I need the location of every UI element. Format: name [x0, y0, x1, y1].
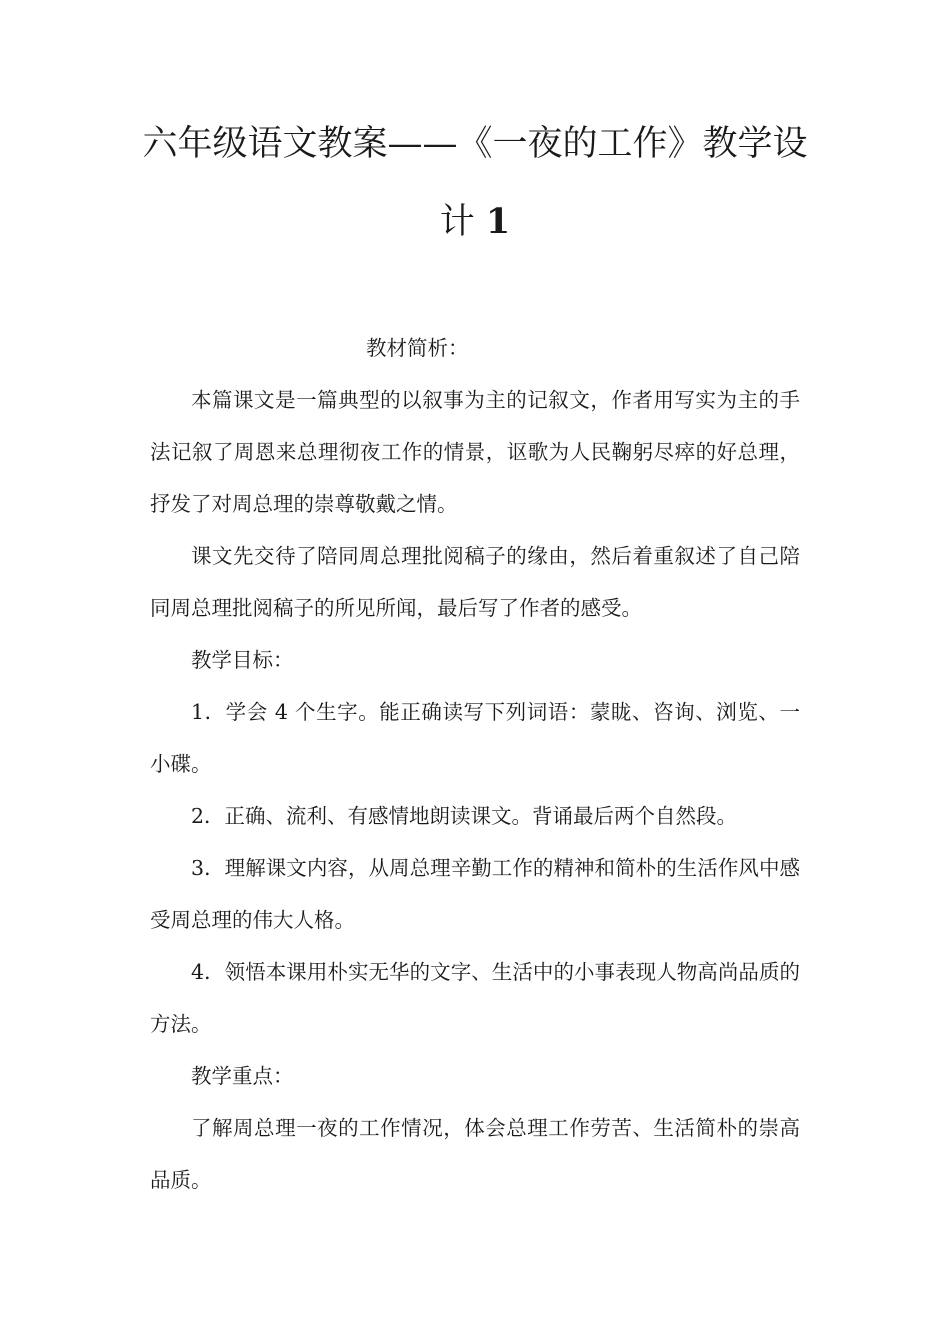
focus-heading: 教学重点：	[191, 1064, 294, 1088]
analysis-paragraph-1: 本篇课文是一篇典型的以叙事为主的记叙文，作者用写实为主的手法记叙了周恩来总理彻夜工作的情景，讴歌为人民鞠躬尽瘁的好总理，抒发了对周总理的崇尊敬戴之情。	[150, 388, 800, 516]
title-text: 六年级语文教案——《一夜的工作》教学设	[142, 124, 808, 164]
focus-paragraph-1: 了解周总理一夜的工作情况，体会总理工作劳苦、生活简朴的崇高品质。	[150, 1116, 800, 1192]
goal-item-1: 1．学会 4 个生字。能正确读写下列词语：蒙眬、咨询、浏览、一小碟。	[150, 700, 800, 776]
analysis-paragraph-2: 课文先交待了陪同周总理批阅稿子的缘由，然后着重叙述了自己陪同周总理批阅稿子的所见所闻，最后写了作者的感受。	[150, 544, 800, 620]
document-body	[150, 322, 800, 1206]
goals-heading: 教学目标：	[191, 648, 294, 672]
title-number: 1	[485, 201, 511, 242]
title-text-continued: 计	[439, 202, 475, 242]
goal-item-3: 3．理解课文内容，从周总理辛勤工作的精神和简朴的生活作风中感受周总理的伟大人格。	[150, 856, 800, 932]
goal-item-2: 2．正确、流利、有感情地朗读课文。背诵最后两个自然段。	[191, 804, 738, 828]
document-title-line-1	[140, 124, 810, 164]
document-title-line-2	[140, 202, 810, 242]
goal-item-4: 4．领悟本课用朴实无华的文字、生活中的小事表现人物高尚品质的方法。	[150, 960, 800, 1036]
analysis-heading: 教材简析：	[366, 336, 469, 360]
